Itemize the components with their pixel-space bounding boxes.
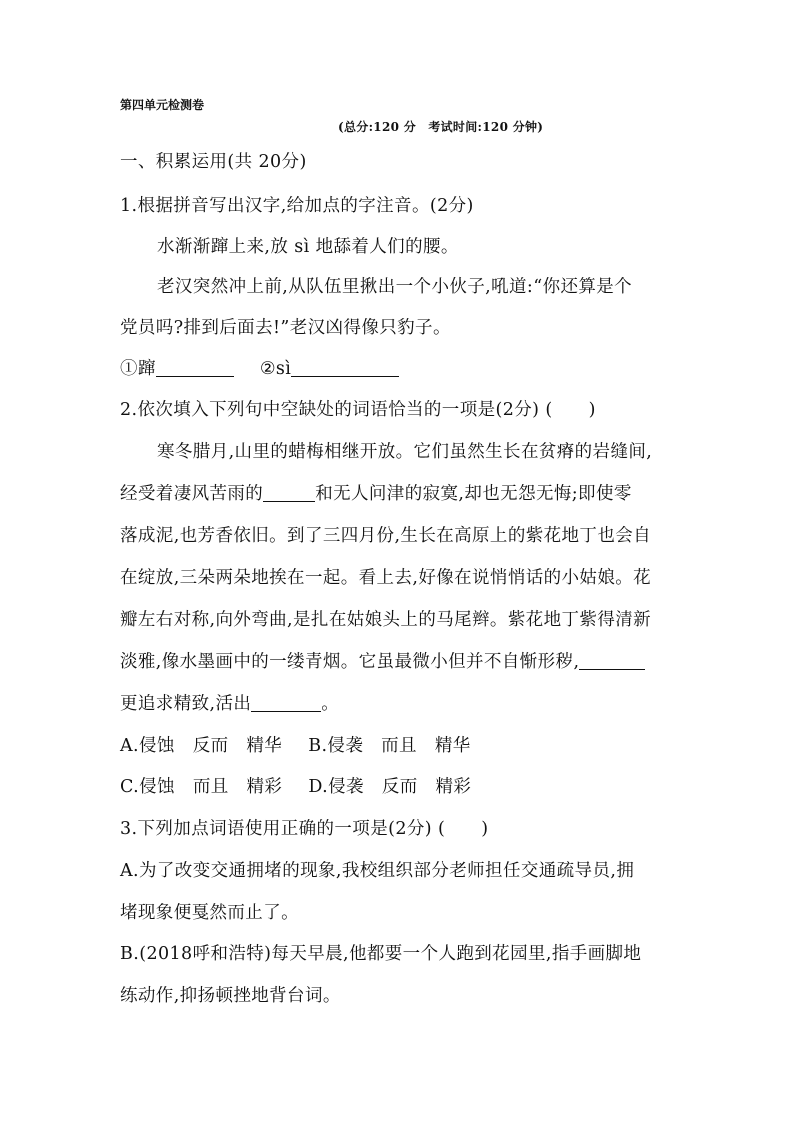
- option-a-line-1: A.为了改变交通拥堵的现象,我校组织部分老师担任交通疏导员,拥: [120, 861, 635, 881]
- passage-line-2b: 和无人问津的寂寞,却也无怨无悔;即使零: [315, 484, 632, 504]
- question-1-stem: 1.根据拼音写出汉字,给加点的字注音。(2分): [120, 196, 474, 216]
- passage-blank-1[interactable]: [263, 483, 315, 502]
- passage-line-7b: 。: [321, 694, 340, 714]
- passage-line-7: [120, 690, 339, 715]
- blank-2-label: ②sì: [259, 359, 292, 379]
- passage-line-3: 落成泥,也芳香依旧。到了三四月份,生长在高原上的紫花地丁也会自: [120, 526, 652, 546]
- passage-line-2a: 经受着凄风苦雨的: [120, 484, 264, 504]
- question-1-sentence-2b: 党员吗?排到后面去!”老汉凶得像只豹子。: [120, 318, 451, 338]
- question-2-stem-close: ): [588, 400, 596, 420]
- exam-title: 第四单元检测卷: [120, 98, 205, 112]
- passage-line-4: 在绽放,三朵两朵地挨在一起。看上去,好像在说悄悄话的小姑娘。花: [120, 568, 652, 588]
- passage-blank-3[interactable]: [251, 693, 321, 712]
- option-d[interactable]: D.侵袭 反而 精彩: [308, 777, 472, 797]
- blank-1-answer-line[interactable]: [156, 358, 234, 377]
- options-row-2: [120, 773, 471, 798]
- passage-line-5: 瓣左右对称,向外弯曲,是扎在姑娘头上的马尾辫。紫花地丁紫得清新: [120, 610, 652, 630]
- question-1-sentence-1: 水渐渐蹿上来,放 sì 地舔着人们的腰。: [157, 237, 459, 257]
- passage-line-6-text: 淡雅,像水墨画中的一缕青烟。它虽最微小但并不自惭形秽,: [120, 652, 580, 672]
- option-c[interactable]: C.侵蚀 而且 精彩: [120, 777, 283, 797]
- passage-blank-2[interactable]: [579, 651, 645, 670]
- passage-line-1: 寒冬腊月,山里的蜡梅相继开放。它们虽然生长在贫瘠的岩缝间,: [157, 442, 653, 462]
- option-a-line-2: 堵现象便戛然而止了。: [120, 903, 299, 923]
- question-3-stem-close: ): [481, 819, 489, 839]
- question-2-stem-text: 2.依次填入下列句中空缺处的词语恰当的一项是(2分) (: [120, 400, 553, 420]
- question-2-stem: [120, 396, 596, 421]
- blank-1-label: ①蹿: [120, 359, 156, 379]
- section-heading: 一、积累运用(共 20分): [120, 152, 307, 172]
- question-3-stem-text: 3.下列加点词语使用正确的一项是(2分) (: [120, 819, 446, 839]
- question-1-sentence-2a: 老汉突然冲上前,从队伍里揪出一个小伙子,吼道:“你还算是个: [157, 277, 633, 297]
- option-b-line-1: B.(2018呼和浩特)每天早晨,他都要一个人跑到花园里,指手画脚地: [120, 944, 642, 964]
- option-a[interactable]: A.侵蚀 反而 精华: [120, 736, 283, 756]
- score-time-info: (总分:120 分 考试时间:120 分钟): [338, 120, 544, 134]
- passage-line-2: [120, 480, 632, 505]
- passage-line-7a: 更追求精致,活出: [120, 694, 252, 714]
- question-3-stem: [120, 815, 488, 840]
- blank-2-answer-line[interactable]: [291, 358, 399, 377]
- question-1-answer-row: [120, 355, 399, 380]
- options-row-1: [120, 732, 471, 757]
- option-b-line-2: 练动作,抑扬顿挫地背台词。: [120, 986, 341, 1006]
- passage-line-6: [120, 648, 645, 673]
- option-b[interactable]: B.侵袭 而且 精华: [308, 736, 471, 756]
